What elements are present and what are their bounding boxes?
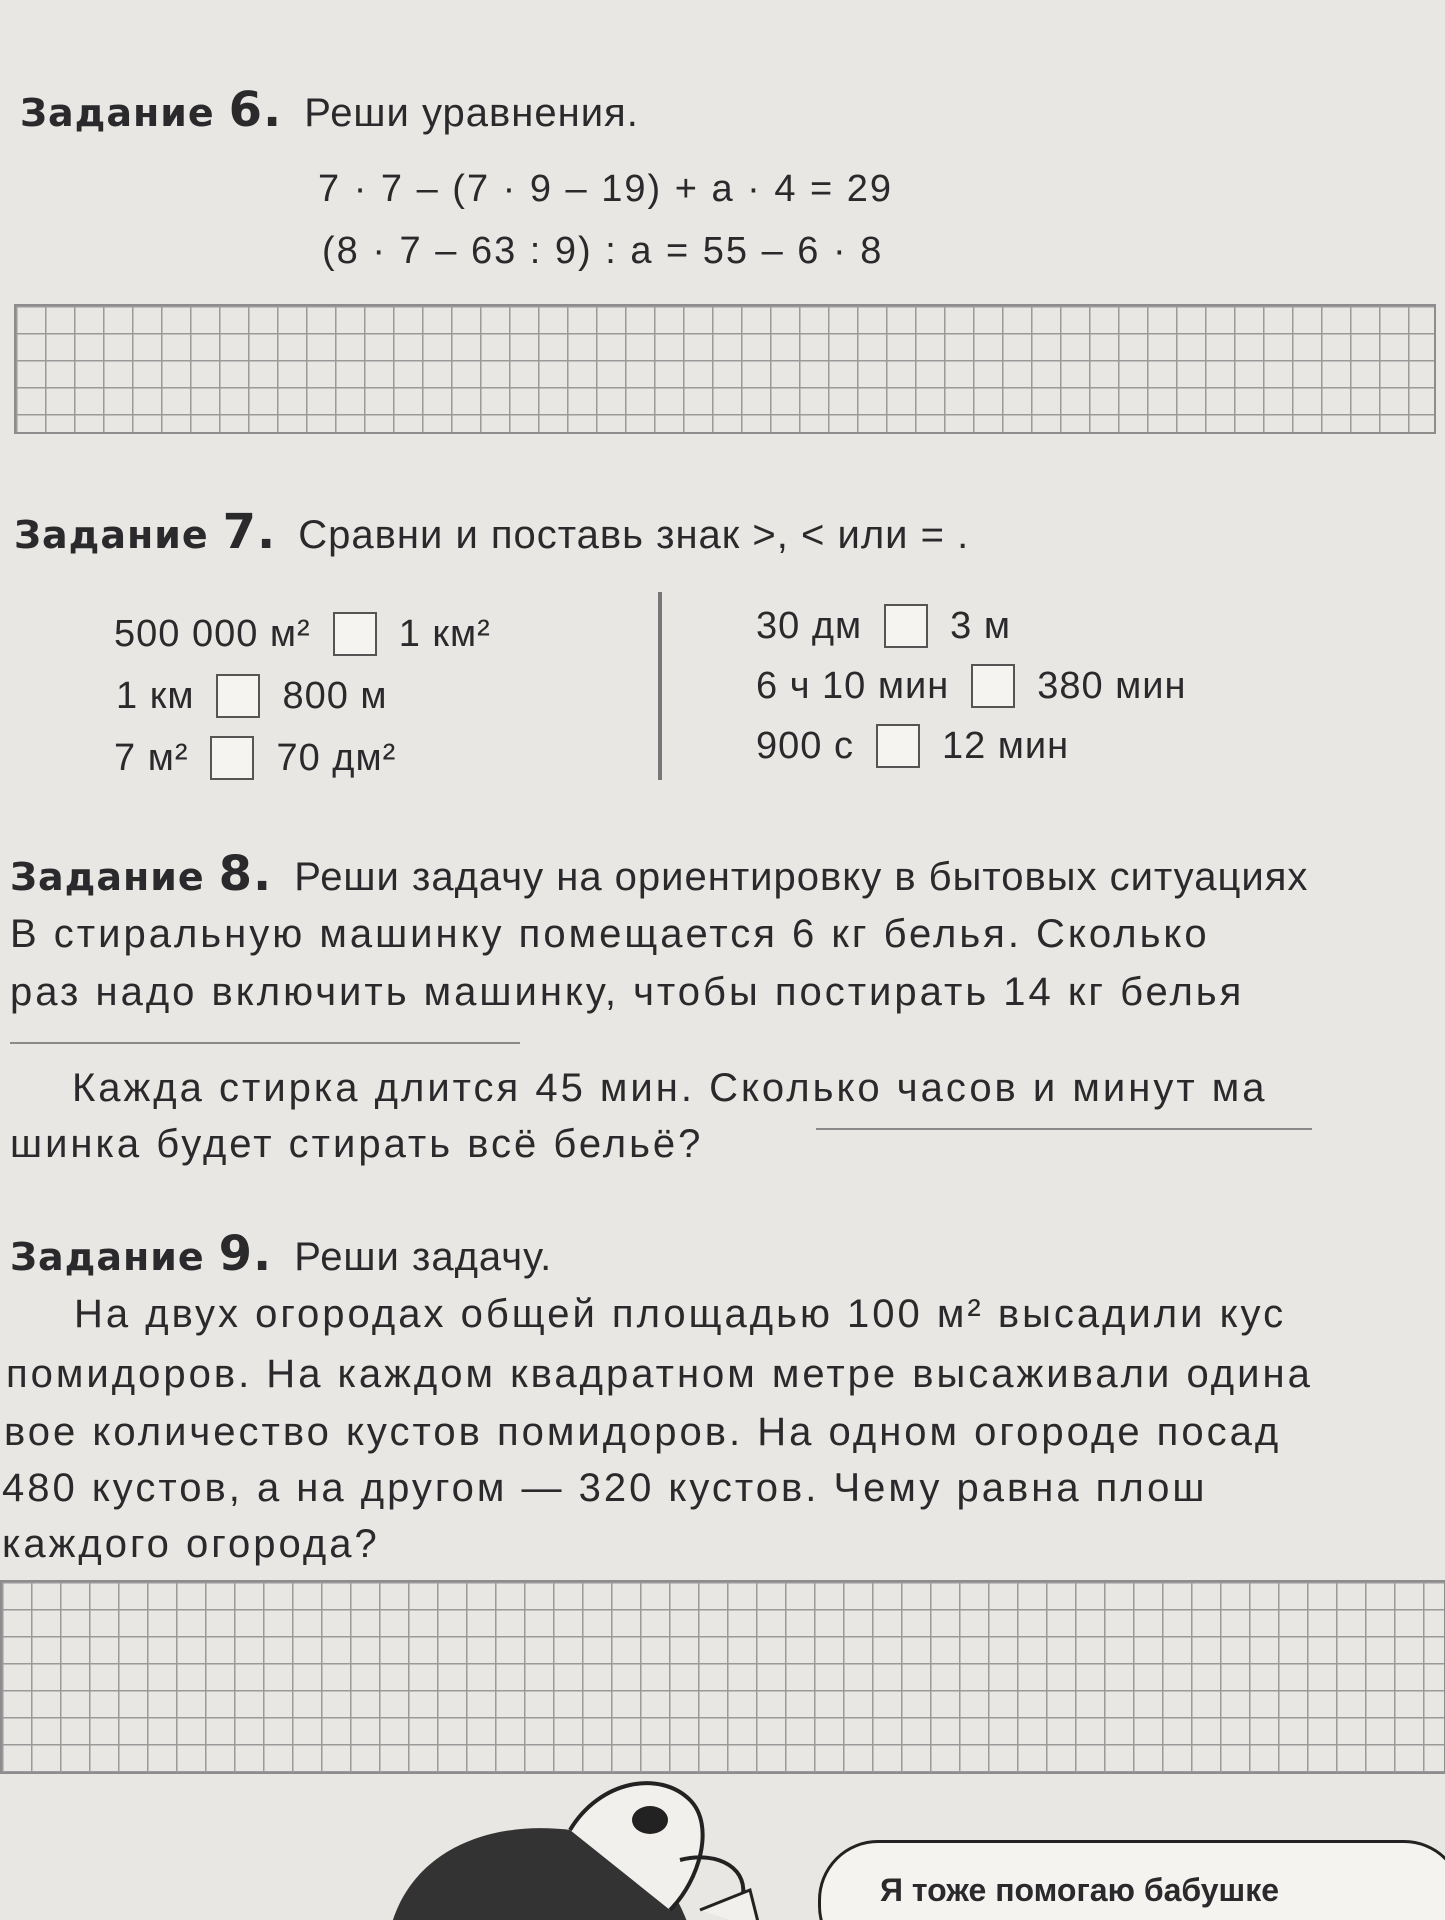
task-number: 6.: [228, 82, 283, 138]
compare-right: 70 дм²: [276, 736, 397, 779]
speech-bubble-text: Я тоже помогаю бабушке: [880, 1872, 1279, 1908]
problem-line: каждого огорода?: [2, 1522, 380, 1566]
compare-left: 7 м²: [114, 736, 189, 779]
task9-heading: [10, 1226, 552, 1282]
problem-line: В стиральную машинку помещается 6 кг белья. Сколько: [10, 912, 1210, 956]
answer-line[interactable]: [816, 1128, 1312, 1130]
compare-right: 3 м: [950, 604, 1011, 647]
answer-line[interactable]: [10, 1042, 520, 1044]
compare-right: 1 км²: [398, 612, 491, 655]
task7-heading: [14, 504, 969, 560]
compare-row: [114, 612, 491, 656]
task-instruction: Сравни и поставь знак >, < или = .: [298, 513, 970, 557]
compare-right: 380 мин: [1037, 664, 1187, 707]
problem-line: помидоров. На каждом квадратном метре высаживали одина: [6, 1352, 1313, 1396]
compare-left: 900 с: [756, 724, 854, 767]
compare-left: 1 км: [116, 674, 195, 717]
problem-line: шинка будет стирать всё бельё?: [10, 1122, 704, 1166]
compare-row: [116, 674, 388, 718]
answer-box[interactable]: [884, 604, 928, 648]
answer-box[interactable]: [333, 612, 377, 656]
problem-line: Кажда стирка длится 45 мин. Сколько часов и минут ма: [72, 1066, 1268, 1110]
task-label: Задание: [10, 1235, 205, 1279]
task-instruction: Реши задачу.: [294, 1235, 553, 1279]
problem-line: вое количество кустов помидоров. На одном огороде посад: [4, 1410, 1282, 1454]
compare-right: 12 мин: [941, 724, 1070, 767]
task-label: Задание: [20, 91, 215, 135]
task-instruction: Реши уравнения.: [304, 91, 639, 135]
compare-left: 6 ч 10 мин: [756, 664, 950, 707]
answer-box[interactable]: [971, 664, 1015, 708]
compare-left: 30 дм: [756, 604, 863, 647]
task-number: 7.: [222, 504, 277, 560]
compare-right: 800 м: [282, 674, 388, 717]
answer-grid-task9[interactable]: [0, 1580, 1445, 1774]
task-label: Задание: [14, 513, 209, 557]
compare-row: [756, 604, 1011, 648]
task-label: Задание: [10, 855, 205, 899]
equation-2: (8 · 7 – 63 : 9) : а = 55 – 6 · 8: [322, 230, 884, 272]
answer-box[interactable]: [876, 724, 920, 768]
compare-left: 500 000 м²: [114, 612, 311, 655]
problem-line: раз надо включить машинку, чтобы постирать 14 кг белья: [10, 970, 1245, 1014]
compare-row: [114, 736, 396, 780]
problem-line: 480 кустов, а на другом — 320 кустов. Чему равна плош: [2, 1466, 1208, 1510]
task-instruction: Реши задачу на ориентировку в бытовых ситуациях: [294, 855, 1309, 899]
compare-row: [756, 664, 1187, 708]
compare-row: [756, 724, 1069, 768]
answer-box[interactable]: [210, 736, 254, 780]
task-number: 9.: [218, 1226, 273, 1282]
answer-box[interactable]: [216, 674, 260, 718]
column-divider: [658, 592, 662, 780]
task8-heading: [10, 846, 1308, 902]
task6-heading: [20, 82, 639, 138]
answer-grid-task6[interactable]: [14, 304, 1436, 434]
task-number: 8.: [218, 846, 273, 902]
dog-illustration: [370, 1760, 890, 1920]
equation-1: 7 · 7 – (7 · 9 – 19) + а · 4 = 29: [318, 168, 894, 210]
problem-line: На двух огородах общей площадью 100 м² высадили кус: [74, 1292, 1287, 1336]
